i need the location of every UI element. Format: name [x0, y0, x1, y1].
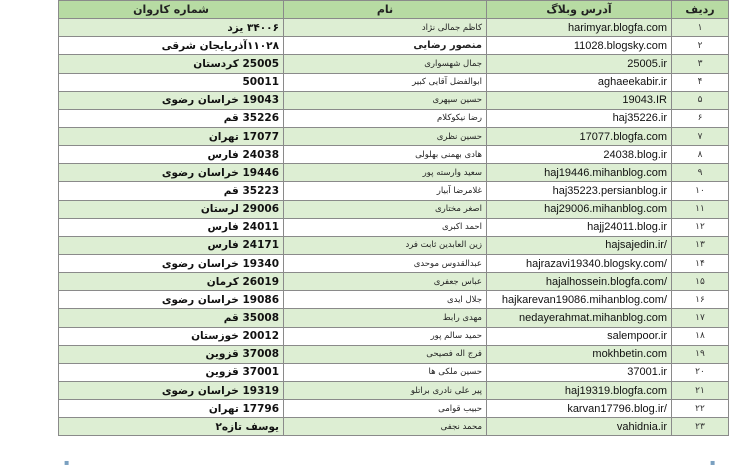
caravan-number-cell: 37001 قزوین	[59, 363, 284, 381]
caravan-number-cell: 29006 لرستان	[59, 200, 284, 218]
caravan-number-cell: 19319 خراسان رضوی	[59, 381, 284, 399]
person-name-cell: کاظم جمالی نژاد	[284, 19, 487, 37]
caravan-number-cell: 19340 خراسان رضوی	[59, 254, 284, 272]
person-name-cell: غلامرضا آبیار	[284, 182, 487, 200]
caravan-number-cell: 24171 فارس	[59, 236, 284, 254]
caravan-number-cell: 25005 کردستان	[59, 55, 284, 73]
caravan-number-cell: 50011	[59, 73, 284, 91]
person-name-cell: زین العابدین ثابت فرد	[284, 236, 487, 254]
blog-address-cell: vahidnia.ir	[487, 418, 672, 436]
table-row	[59, 218, 729, 236]
person-name-cell: عباس جعفری	[284, 273, 487, 291]
row-number-cell: ۱۵	[672, 273, 729, 291]
caravan-number-cell: 37008 قزوین	[59, 345, 284, 363]
table-row	[59, 291, 729, 309]
row-number-cell: ۲۳	[672, 418, 729, 436]
blog-address-cell: haj29006.mihanblog.com	[487, 200, 672, 218]
table-row	[59, 91, 729, 109]
table-row	[59, 55, 729, 73]
caravan-blogs-table	[58, 0, 729, 436]
person-name-cell: فرج اله فصیحی	[284, 345, 487, 363]
caravan-number-cell: 35226 قم	[59, 109, 284, 127]
blog-address-cell: hajalhossein.blogfa.com/	[487, 273, 672, 291]
row-number-cell: ۱۴	[672, 254, 729, 272]
person-name-cell: منصور رضایی	[284, 37, 487, 55]
blog-address-cell: aghaeekabir.ir	[487, 73, 672, 91]
blog-address-cell: 24038.blog.ir	[487, 146, 672, 164]
blog-address-cell: mokhbetin.com	[487, 345, 672, 363]
cell-marker-icon: ▪	[710, 458, 716, 467]
table-row	[59, 327, 729, 345]
table-row	[59, 236, 729, 254]
person-name-cell: احمد اکبری	[284, 218, 487, 236]
blog-address-cell: nedayerahmat.mihanblog.com	[487, 309, 672, 327]
caravan-number-cell: 17077 تهران	[59, 127, 284, 145]
table-row	[59, 182, 729, 200]
blog-address-cell: harimyar.blogfa.com	[487, 19, 672, 37]
row-number-cell: ۱۰	[672, 182, 729, 200]
table-row	[59, 109, 729, 127]
blog-address-cell: 17077.blogfa.com	[487, 127, 672, 145]
blog-address-cell: hajsajedin.ir/	[487, 236, 672, 254]
blog-address-cell: haj35223.persianblog.ir	[487, 182, 672, 200]
blog-address-cell: 19043.IR	[487, 91, 672, 109]
row-number-cell: ۲۰	[672, 363, 729, 381]
person-name-cell: حبیب قوامی	[284, 400, 487, 418]
row-number-cell: ۱۹	[672, 345, 729, 363]
row-number-cell: ۱۶	[672, 291, 729, 309]
person-name-cell: عبدالقدوس موحدی	[284, 254, 487, 272]
table-row	[59, 345, 729, 363]
table-row	[59, 37, 729, 55]
row-number-cell: ۳	[672, 55, 729, 73]
table-row	[59, 164, 729, 182]
table-row	[59, 73, 729, 91]
caravan-number-cell: 19086 خراسان رضوی	[59, 291, 284, 309]
blog-address-cell: haj19319.blogfa.com	[487, 381, 672, 399]
person-name-cell: هادی بهمنی بهلولی	[284, 146, 487, 164]
table-row	[59, 273, 729, 291]
row-number-cell: ۲۱	[672, 381, 729, 399]
caravan-number-cell: 26019 کرمان	[59, 273, 284, 291]
row-number-cell: ۹	[672, 164, 729, 182]
caravan-number-cell: 24011 فارس	[59, 218, 284, 236]
header-blog-address: آدرس وبلاگ	[487, 1, 672, 19]
caravan-number-cell: 19446 خراسان رضوی	[59, 164, 284, 182]
row-number-cell: ۱	[672, 19, 729, 37]
row-number-cell: ۱۲	[672, 218, 729, 236]
cell-marker-icon: ▪	[64, 458, 70, 467]
table-row	[59, 309, 729, 327]
person-name-cell: پیر علی نادری براتلو	[284, 381, 487, 399]
table-row	[59, 400, 729, 418]
caravan-number-cell: 19043 خراسان رضوی	[59, 91, 284, 109]
blog-address-cell: hajkarevan19086.mihanblog.com/	[487, 291, 672, 309]
caravan-number-cell: 35223 قم	[59, 182, 284, 200]
caravan-number-cell: 20012 خوزستان	[59, 327, 284, 345]
row-number-cell: ۶	[672, 109, 729, 127]
person-name-cell: جمال شهسواری	[284, 55, 487, 73]
row-number-cell: ۵	[672, 91, 729, 109]
person-name-cell: حسین نظری	[284, 127, 487, 145]
person-name-cell: مهدی رابط	[284, 309, 487, 327]
person-name-cell: حسین ملکی ها	[284, 363, 487, 381]
table-body	[59, 19, 729, 436]
blog-address-cell: hajrazavi19340.blogsky.com/	[487, 254, 672, 272]
caravan-number-cell: 24038 فارس	[59, 146, 284, 164]
caravan-number-cell: 35008 قم	[59, 309, 284, 327]
table-row	[59, 363, 729, 381]
person-name-cell: ابوالفضل آقایی کبیر	[284, 73, 487, 91]
row-number-cell: ۱۸	[672, 327, 729, 345]
row-number-cell: ۱۱	[672, 200, 729, 218]
table-row	[59, 127, 729, 145]
header-row-number: ردیف	[672, 1, 729, 19]
person-name-cell: جلال ایدی	[284, 291, 487, 309]
table-row	[59, 146, 729, 164]
caravan-number-cell: 17796 تهران	[59, 400, 284, 418]
blog-address-cell: 25005.ir	[487, 55, 672, 73]
blog-address-cell: hajj24011.blog.ir	[487, 218, 672, 236]
header-caravan-number: شماره کاروان	[59, 1, 284, 19]
table-row	[59, 381, 729, 399]
row-number-cell: ۲	[672, 37, 729, 55]
table-header-row	[59, 1, 729, 19]
person-name-cell: محمد نجفی	[284, 418, 487, 436]
person-name-cell: سعید وارسته پور	[284, 164, 487, 182]
blog-address-cell: 37001.ir	[487, 363, 672, 381]
row-number-cell: ۸	[672, 146, 729, 164]
header-name: نام	[284, 1, 487, 19]
blog-address-cell: karvan17796.blog.ir/	[487, 400, 672, 418]
caravan-number-cell: ۱۱۰۲۸آذربایجان شرقی	[59, 37, 284, 55]
blog-address-cell: haj19446.mihanblog.com	[487, 164, 672, 182]
caravan-number-cell: ۳۴۰۰۶ یزد	[59, 19, 284, 37]
row-number-cell: ۲۲	[672, 400, 729, 418]
blog-address-cell: 11028.blogsky.com	[487, 37, 672, 55]
table-row	[59, 200, 729, 218]
blog-address-cell: salempoor.ir	[487, 327, 672, 345]
blog-address-cell: haj35226.ir	[487, 109, 672, 127]
person-name-cell: اصغر مختاری	[284, 200, 487, 218]
table-row	[59, 418, 729, 436]
table-row	[59, 19, 729, 37]
row-number-cell: ۷	[672, 127, 729, 145]
row-number-cell: ۴	[672, 73, 729, 91]
spreadsheet-table-container	[58, 0, 728, 461]
person-name-cell: حمید سالم پور	[284, 327, 487, 345]
caravan-number-cell: یوسف تازه۲	[59, 418, 284, 436]
row-number-cell: ۱۳	[672, 236, 729, 254]
table-row	[59, 254, 729, 272]
person-name-cell: رضا نیکوکلام	[284, 109, 487, 127]
row-number-cell: ۱۷	[672, 309, 729, 327]
person-name-cell: حسین سپهری	[284, 91, 487, 109]
